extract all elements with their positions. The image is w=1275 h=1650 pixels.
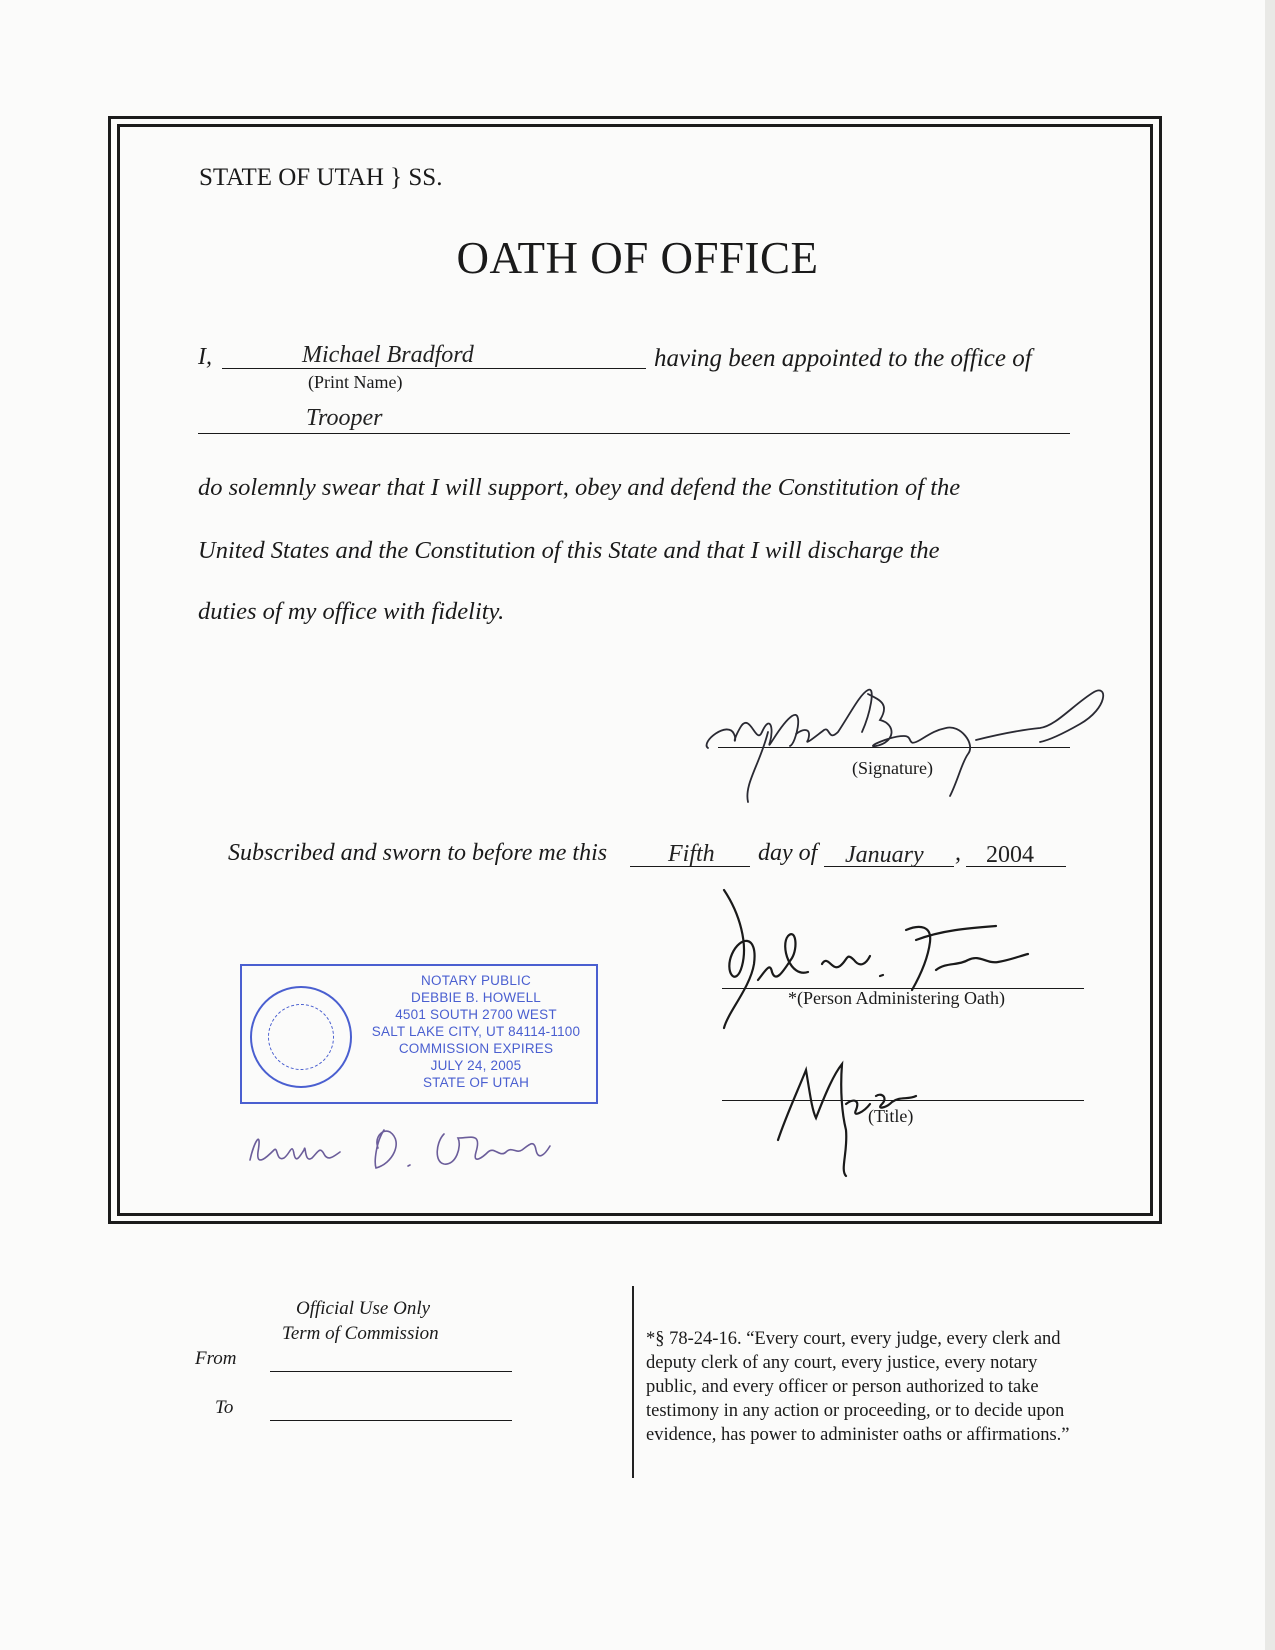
stamp-line-6: JULY 24, 2005 bbox=[430, 1058, 522, 1073]
state-line: STATE OF UTAH } SS. bbox=[199, 164, 443, 191]
document-title: OATH OF OFFICE bbox=[456, 233, 819, 283]
statute-line-4: testimony in any action or proceeding, or to decide upon bbox=[646, 1401, 1065, 1421]
statute-line-2: deputy clerk of any court, every justice, every notary bbox=[646, 1353, 1038, 1373]
seal-inner-ring bbox=[268, 1004, 334, 1070]
title-caption: (Title) bbox=[868, 1106, 914, 1126]
stamp-line-7: STATE OF UTAH bbox=[422, 1075, 530, 1090]
oath-taker-signature bbox=[700, 684, 1160, 814]
print-name-caption: (Print Name) bbox=[308, 372, 403, 392]
administrator-signature bbox=[710, 884, 1070, 1034]
statute-line-3: public, and every officer or person authorized to take bbox=[646, 1377, 1039, 1397]
sworn-prefix: Subscribed and sworn to before me this bbox=[228, 840, 608, 866]
oath-pronoun: I, bbox=[198, 344, 212, 370]
vertical-divider bbox=[632, 1286, 634, 1478]
to-line bbox=[270, 1420, 512, 1421]
statute-line-5: evidence, has power to administer oaths or affirmations.” bbox=[646, 1425, 1070, 1445]
office-line bbox=[198, 433, 1070, 434]
official-use-heading: Official Use Only bbox=[296, 1298, 431, 1319]
to-label: To bbox=[215, 1397, 234, 1418]
stamp-line-4: SALT LAKE CITY, UT 84114-1100 bbox=[371, 1024, 581, 1039]
sworn-comma: , bbox=[955, 840, 961, 866]
signature-caption: (Signature) bbox=[852, 758, 933, 778]
notary-signature bbox=[244, 1112, 574, 1182]
oath-body-line-1: do solemnly swear that I will support, obey and defend the Constitution of the bbox=[198, 474, 961, 501]
from-line bbox=[270, 1371, 512, 1372]
from-label: From bbox=[195, 1348, 237, 1369]
stamp-text bbox=[360, 972, 592, 1091]
stamp-line-2: DEBBIE B. HOWELL bbox=[411, 990, 541, 1005]
print-name-value: Michael Bradford bbox=[302, 342, 474, 368]
notary-stamp bbox=[240, 964, 598, 1104]
sworn-year-value: 2004 bbox=[986, 842, 1034, 868]
sworn-day-of: day of bbox=[758, 840, 818, 866]
title-handwriting bbox=[760, 1030, 940, 1180]
sworn-day-value: Fifth bbox=[668, 841, 715, 867]
appointed-text: having been appointed to the office of bbox=[654, 345, 1032, 372]
sworn-month-value: January bbox=[845, 842, 924, 868]
administrator-caption: *(Person Administering Oath) bbox=[788, 988, 1005, 1008]
state-seal-icon bbox=[250, 986, 352, 1088]
stamp-line-5: COMMISSION EXPIRES bbox=[398, 1041, 554, 1056]
statute-line-1: *§ 78-24-16. “Every court, every judge, every clerk and bbox=[646, 1329, 1061, 1349]
oath-body-line-3: duties of my office with fidelity. bbox=[198, 598, 505, 625]
stamp-line-3: 4501 SOUTH 2700 WEST bbox=[395, 1007, 557, 1022]
stamp-line-1: NOTARY PUBLIC bbox=[421, 973, 531, 988]
office-value: Trooper bbox=[306, 405, 383, 431]
term-of-commission-heading: Term of Commission bbox=[282, 1323, 439, 1344]
statute-note bbox=[646, 1327, 1146, 1447]
oath-body-line-2: United States and the Constitution of this State and that I will discharge the bbox=[198, 537, 940, 564]
